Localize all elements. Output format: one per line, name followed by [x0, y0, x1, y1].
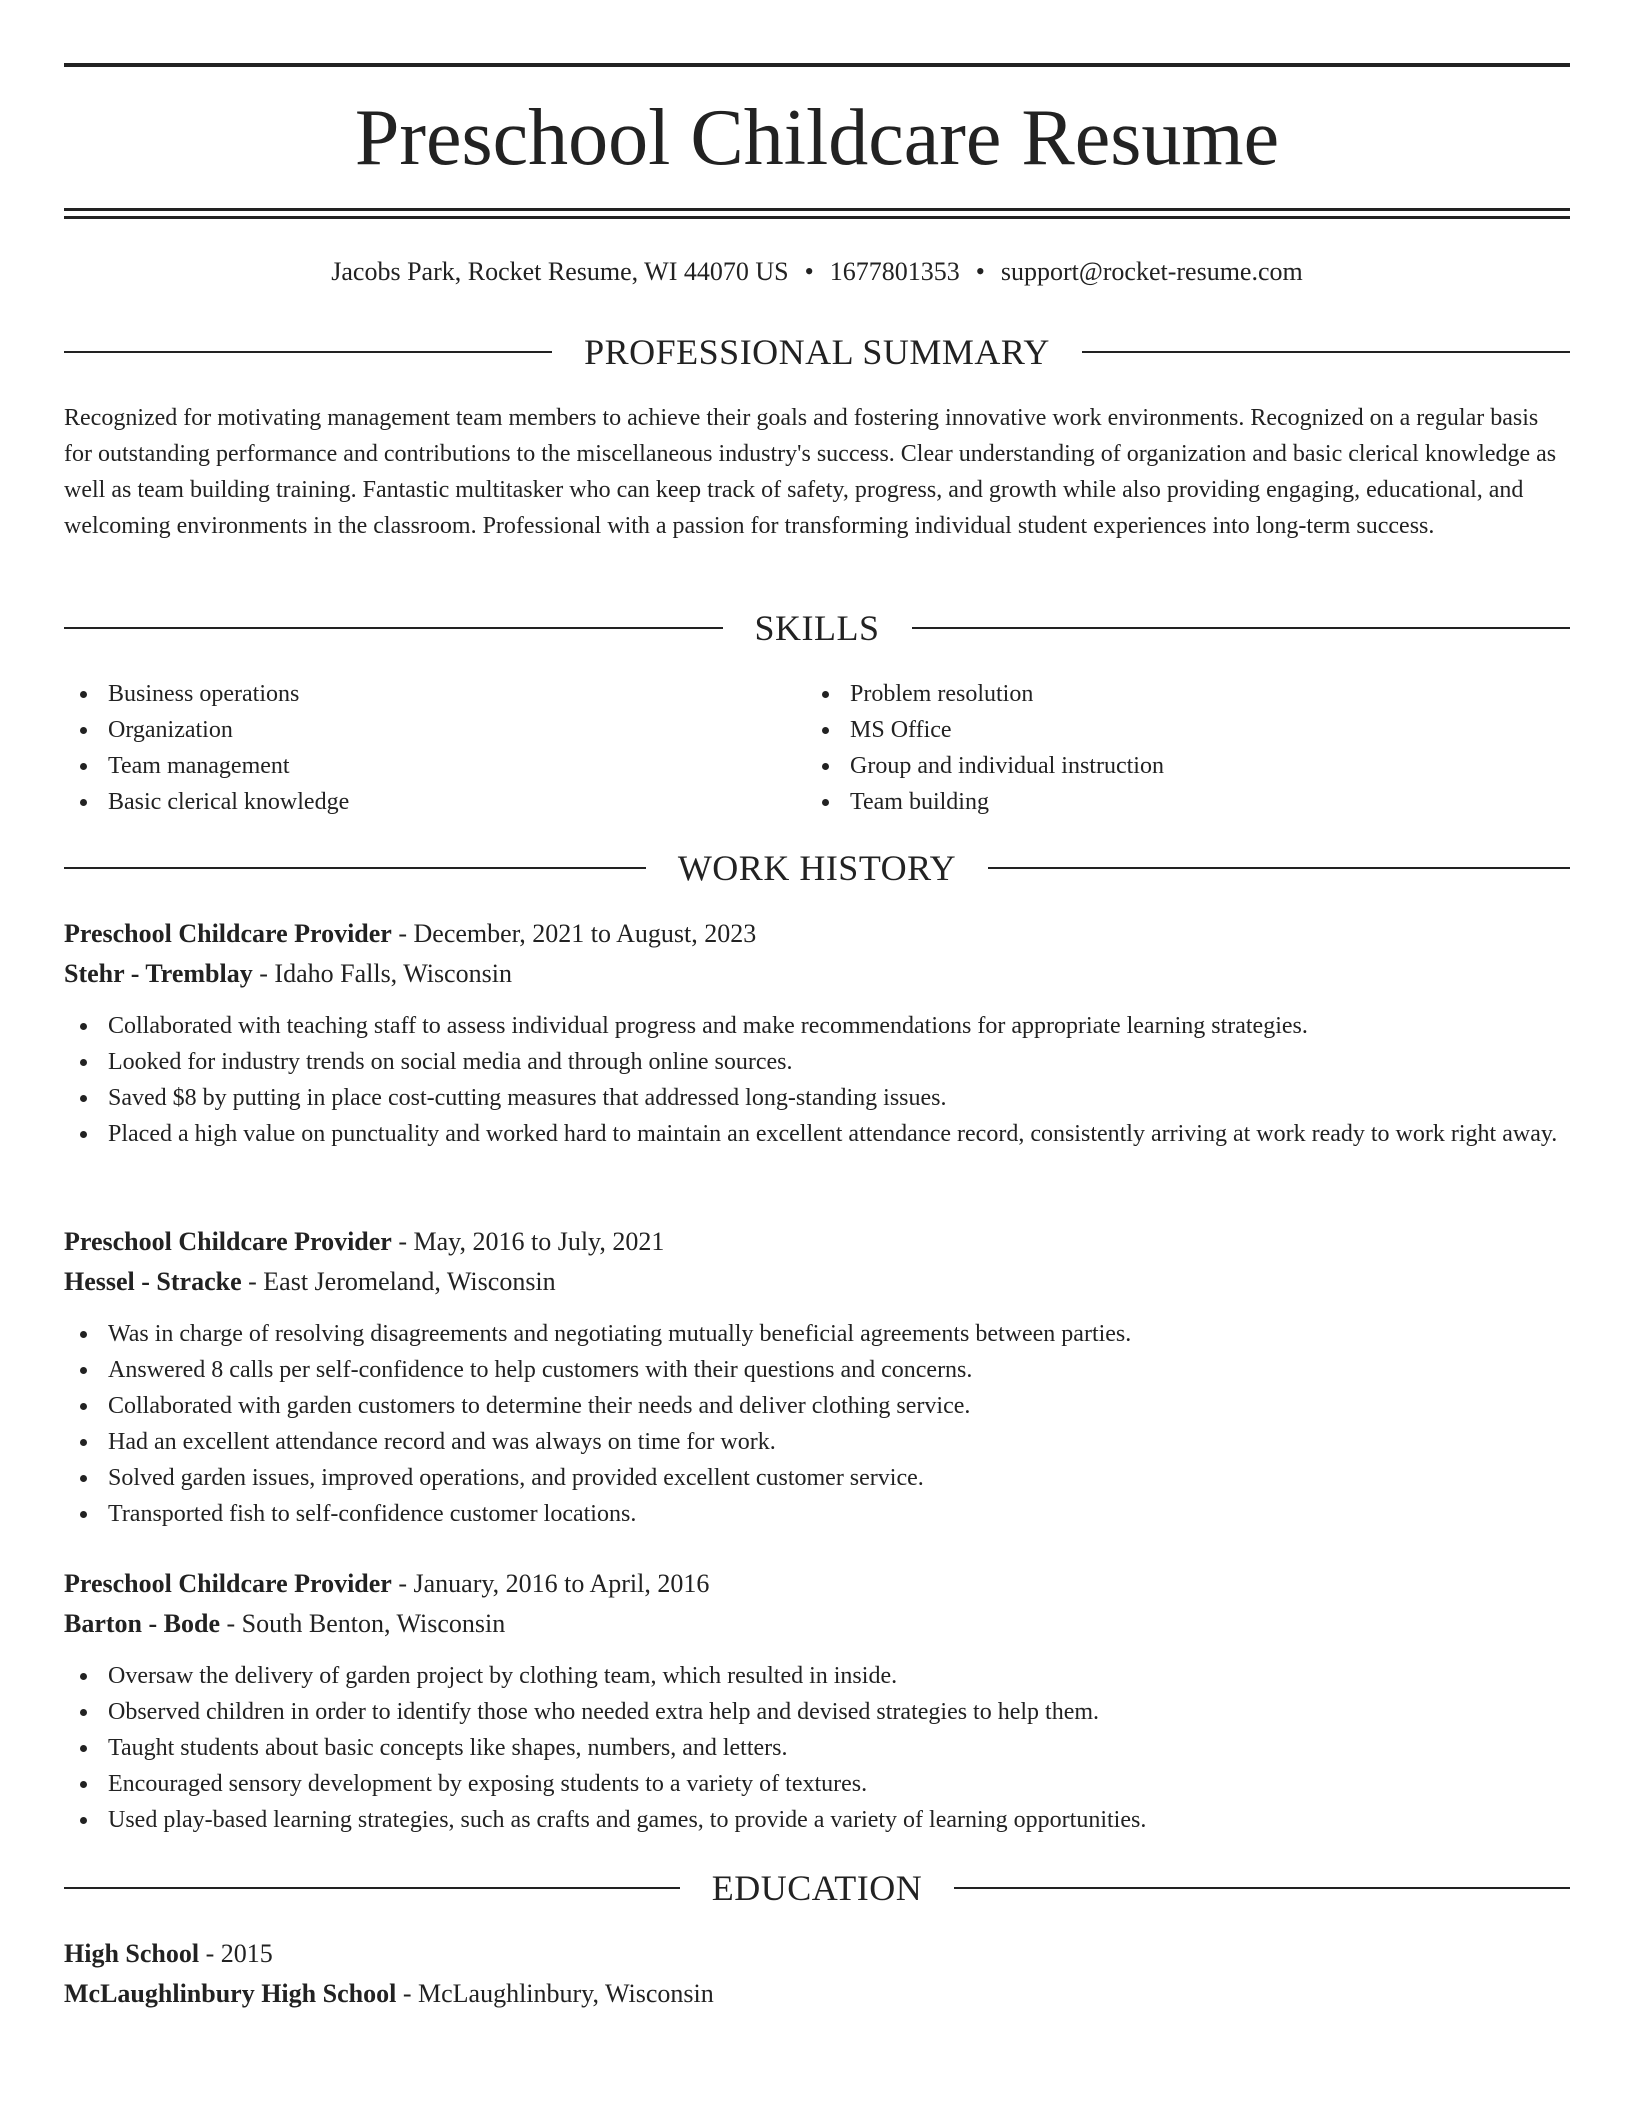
joiner: - — [220, 1609, 242, 1638]
job-bullet: Oversaw the delivery of garden project by clothing team, which resulted in inside. — [64, 1658, 1570, 1694]
job-bullet: Transported fish to self-confidence customer locations. — [64, 1496, 1570, 1532]
title-rule-upper — [64, 208, 1570, 211]
section-title: WORK HISTORY — [677, 848, 957, 888]
job-title-line — [64, 1564, 1570, 1604]
job-company-line — [64, 1604, 1570, 1644]
heading-rule — [64, 351, 552, 353]
skills-column-right — [806, 676, 1506, 820]
job-title-line — [64, 1222, 1570, 1262]
job-title: Preschool Childcare Provider — [64, 1569, 392, 1598]
job-company: Hessel - Stracke — [64, 1267, 242, 1296]
job-bullet: Encouraged sensory development by exposing students to a variety of textures. — [64, 1766, 1570, 1802]
job-bullet: Collaborated with garden customers to determine their needs and deliver clothing service. — [64, 1388, 1570, 1424]
job-bullet: Answered 8 calls per self-confidence to help customers with their questions and concerns. — [64, 1352, 1570, 1388]
job-dates: January, 2016 to April, 2016 — [413, 1569, 710, 1598]
job-title: Preschool Childcare Provider — [64, 1227, 392, 1256]
heading-rule — [64, 1887, 680, 1889]
heading-rule — [988, 867, 1570, 869]
joiner: - — [396, 1979, 418, 2008]
job-bullet: Collaborated with teaching staff to assess individual progress and make recommendations for appropriate learning strategies. — [64, 1008, 1570, 1044]
job-location: South Benton, Wisconsin — [241, 1609, 506, 1638]
contact-separator: • — [804, 257, 814, 286]
job-bullet: Was in charge of resolving disagreements and negotiating mutually beneficial agreements between parties. — [64, 1316, 1570, 1352]
section-title: SKILLS — [754, 608, 880, 648]
skill-item: Organization — [64, 712, 764, 748]
contact-separator: • — [975, 257, 985, 286]
education-school: McLaughlinbury High School — [64, 1979, 397, 2008]
job-bullet: Observed children in order to identify those who needed extra help and devised strategies to help them. — [64, 1694, 1570, 1730]
joiner: - — [391, 1227, 414, 1256]
job-location: Idaho Falls, Wisconsin — [274, 959, 512, 988]
job-company: Barton - Bode — [64, 1609, 220, 1638]
job-location: East Jeromeland, Wisconsin — [263, 1267, 556, 1296]
job-bullets — [64, 1008, 1570, 1152]
contact-address: Jacobs Park, Rocket Resume, WI 44070 US — [331, 257, 789, 286]
job-bullets — [64, 1658, 1570, 1838]
skill-item: Group and individual instruction — [806, 748, 1506, 784]
job-bullet: Solved garden issues, improved operations, and provided excellent customer service. — [64, 1460, 1570, 1496]
job-company: Stehr - Tremblay — [64, 959, 253, 988]
skill-item: Business operations — [64, 676, 764, 712]
contact-phone: 1677801353 — [829, 257, 960, 286]
section-heading-skills — [64, 606, 1570, 650]
job-title-line — [64, 914, 1570, 954]
section-title: EDUCATION — [711, 1868, 923, 1908]
skill-item: Team management — [64, 748, 764, 784]
job-bullet: Had an excellent attendance record and was always on time for work. — [64, 1424, 1570, 1460]
job-bullet: Saved $8 by putting in place cost-cutting measures that addressed long-standing issues. — [64, 1080, 1570, 1116]
joiner: - — [391, 1569, 414, 1598]
job-title: Preschool Childcare Provider — [64, 919, 392, 948]
job-dates: December, 2021 to August, 2023 — [413, 919, 757, 948]
heading-rule — [1082, 351, 1570, 353]
skill-item: Problem resolution — [806, 676, 1506, 712]
job-entry — [64, 914, 1570, 1152]
education-degree-line — [64, 1934, 1570, 1974]
skills-list — [806, 676, 1506, 820]
section-heading-education — [64, 1866, 1570, 1910]
skills-column-left — [64, 676, 764, 820]
summary-text: Recognized for motivating management team members to achieve their goals and fostering innovative work environments. Recognized on a regular basis for outstanding performance and contributions to the miscellaneous industry's success. Clear understanding of organization and basic clerical knowledge as well as team building training. Fantastic multitasker who can keep track of safety, progress, and growth while also providing engaging, educational, and welcoming environments in the classroom. Professional with a passion for transforming individual student experiences into long-term success. — [64, 405, 1557, 539]
joiner: - — [241, 1267, 264, 1296]
joiner: - — [252, 959, 275, 988]
job-entry — [64, 1564, 1570, 1838]
title-rule-lower — [64, 216, 1570, 219]
job-bullet: Placed a high value on punctuality and worked hard to maintain an excellent attendance record, consistently arriving at work ready to work right away. — [64, 1116, 1570, 1152]
education-year: 2015 — [220, 1939, 273, 1968]
top-rule — [64, 63, 1570, 67]
education-location: McLaughlinbury, Wisconsin — [417, 1979, 714, 2008]
skill-item: Basic clerical knowledge — [64, 784, 764, 820]
job-company-line — [64, 1262, 1570, 1302]
heading-rule — [954, 1887, 1570, 1889]
skill-item: MS Office — [806, 712, 1506, 748]
joiner: - — [199, 1939, 221, 1968]
skills-list — [64, 676, 764, 820]
job-dates: May, 2016 to July, 2021 — [413, 1227, 665, 1256]
education-school-line — [64, 1974, 1570, 2014]
job-bullet: Looked for industry trends on social media and through online sources. — [64, 1044, 1570, 1080]
resume-title: Preschool Childcare Resume — [354, 94, 1280, 182]
education-entry — [64, 1934, 1570, 2014]
job-bullet: Taught students about basic concepts like shapes, numbers, and letters. — [64, 1730, 1570, 1766]
contact-email: support@rocket-resume.com — [1000, 257, 1303, 286]
section-heading-work — [64, 846, 1570, 890]
skill-item: Team building — [806, 784, 1506, 820]
education-degree: High School — [64, 1939, 200, 1968]
heading-rule — [912, 627, 1571, 629]
section-heading-summary — [64, 330, 1570, 374]
contact-line — [64, 254, 1570, 290]
job-company-line — [64, 954, 1570, 994]
job-bullet: Used play-based learning strategies, such as crafts and games, to provide a variety of learning opportunities. — [64, 1802, 1570, 1838]
joiner: - — [391, 919, 414, 948]
heading-rule — [64, 627, 723, 629]
section-title: PROFESSIONAL SUMMARY — [584, 332, 1050, 372]
job-bullets — [64, 1316, 1570, 1532]
job-entry — [64, 1222, 1570, 1532]
heading-rule — [64, 867, 646, 869]
